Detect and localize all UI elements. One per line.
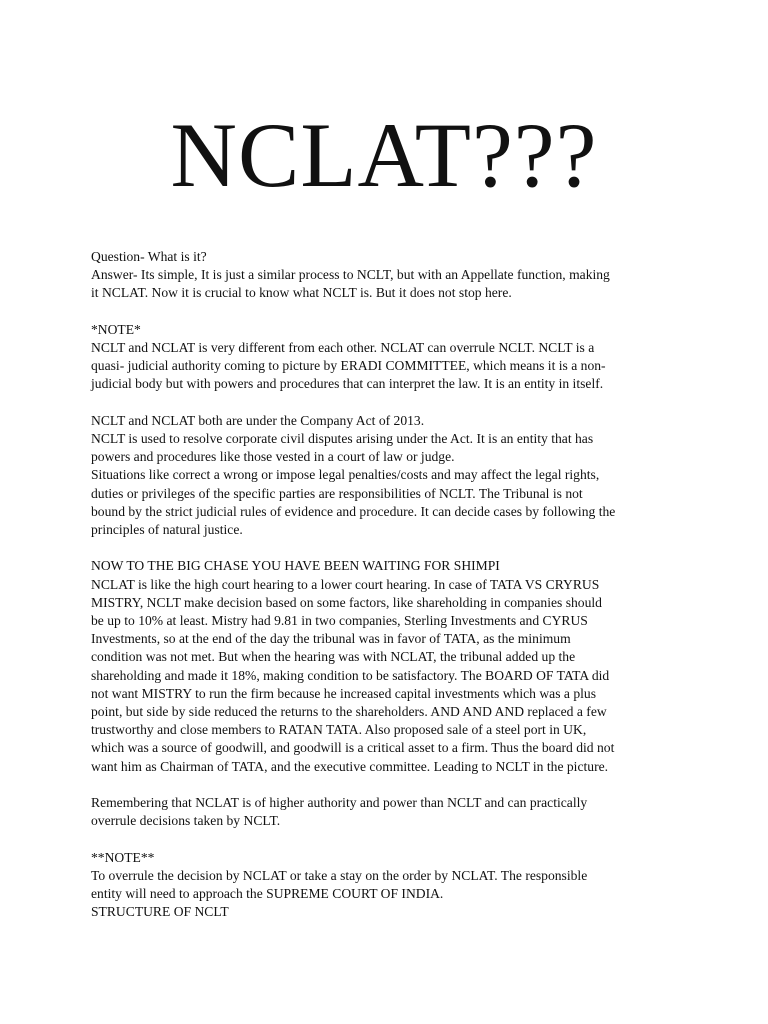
text-line: NCLT is used to resolve corporate civil disputes arising under the Act. It is an entity that has	[91, 431, 594, 446]
text-line: want him as Chairman of TATA, and the executive committee. Leading to NCLT in the picture.	[91, 758, 609, 774]
text-line: condition was not met. But when the hearing was with NCLAT, the tribunal added up the	[91, 649, 576, 665]
paragraph-authority	[91, 794, 681, 830]
document-body	[91, 248, 681, 921]
text-line: **NOTE**	[91, 849, 155, 865]
text-line: powers and procedures like those vested in a court of law or judge.	[91, 449, 455, 465]
text-line: it NCLAT. Now it is crucial to know what NCLT is. But it does not stop here.	[91, 285, 512, 301]
text-line: overrule decisions taken by NCLT.	[91, 813, 281, 829]
text-line: NCLAT is like the high court hearing to a lower court hearing. In case of TATA VS CRYRUS	[91, 576, 600, 592]
text-line: *NOTE*	[91, 321, 141, 337]
text-line: Answer- Its simple, It is just a similar process to NCLT, but with an Appellate function, making	[91, 267, 610, 283]
text-line: Situations like correct a wrong or impose legal penalties/costs and may affect the legal rights,	[91, 467, 600, 483]
paragraph-question-answer	[91, 248, 681, 303]
paragraph-big-chase	[91, 557, 681, 775]
text-line: MISTRY, NCLT make decision based on some factors, like shareholding in companies should	[91, 594, 602, 610]
text-line: point, but side by side reduced the returns to the shareholders. AND AND AND replaced a few	[91, 704, 607, 720]
text-line: be up to 10% at least. Mistry had 9.81 in two companies, Sterling Investments and CYRUS	[91, 613, 588, 629]
text-line: bound by the strict judicial rules of evidence and procedure. It can decide cases by following the	[91, 503, 616, 519]
document-title: NCLAT???	[170, 104, 598, 206]
paragraph-company-act	[91, 412, 681, 539]
text-line: principles of natural justice.	[91, 522, 243, 538]
text-line: Question- What is it?	[91, 249, 207, 264]
text-line: NCLT and NCLAT both are under the Company Act of 2013.	[91, 412, 425, 428]
text-line: STRUCTURE OF NCLT	[91, 904, 229, 920]
text-line: not want MISTRY to run the firm because he increased capital investments which was a plus	[91, 685, 596, 701]
text-line: Remembering that NCLAT is of higher authority and power than NCLT and can practically	[91, 795, 588, 811]
paragraph-note	[91, 321, 681, 394]
text-line: trustworthy and close members to RATAN TATA. Also proposed sale of a steel port in UK,	[91, 722, 587, 738]
text-line: quasi- judicial authority coming to picture by ERADI COMMITTEE, which means it is a non-	[91, 358, 606, 374]
text-line: entity will need to approach the SUPREME COURT OF INDIA.	[91, 886, 444, 902]
paragraph-second-note	[91, 849, 681, 922]
text-line: To overrule the decision by NCLAT or take a stay on the order by NCLAT. The responsible	[91, 867, 588, 883]
text-line: shareholding and made it 18%, making condition to be satisfactory. The BOARD OF TATA did	[91, 667, 610, 683]
text-line: Investments, so at the end of the day the tribunal was in favor of TATA, as the minimum	[91, 631, 571, 647]
text-line: NCLT and NCLAT is very different from each other. NCLAT can overrule NCLT. NCLT is a	[91, 340, 595, 355]
text-line: judicial body but with powers and procedures that can interpret the law. It is an entity in itself.	[91, 376, 604, 392]
text-line: duties or privileges of the specific parties are responsibilities of NCLT. The Tribunal is not	[91, 485, 583, 501]
text-line: which was a source of goodwill, and goodwill is a critical asset to a firm. Thus the board did not	[91, 740, 615, 756]
text-line: NOW TO THE BIG CHASE YOU HAVE BEEN WAITING FOR SHIMPI	[91, 558, 500, 574]
